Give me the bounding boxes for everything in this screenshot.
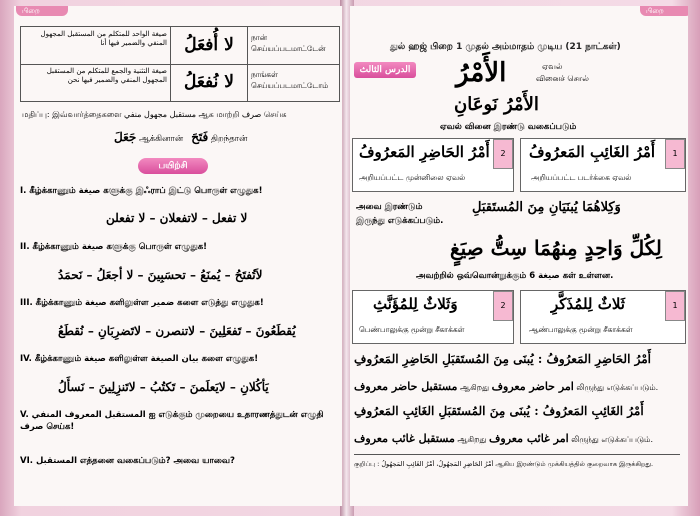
example-verb-tamil: திறந்தான் [211, 134, 248, 144]
answer-line-2: لاَتُفتَحُ – يُمنَعُ – تحسَبِينَ – لا أجعَلُ – نَحمَدُ [58, 268, 263, 282]
gender-box [352, 290, 514, 344]
instruction-arabic-2: صرف [241, 110, 262, 119]
type-arabic: أَمْرُ الحَاضِرِ المَعرُوفُ [359, 143, 490, 161]
example-verb-arabic: جَعَلَ [114, 130, 137, 144]
question-5: V. المستقبل المعروف المنفي ஐ எடுக்கும் முறையை உதாரணத்துடன் எழுதி صرف செய்க! [20, 410, 324, 432]
table-cell-tamil: நான் செய்யப்படமாட்டேன் [251, 33, 326, 53]
rule-present-tamil [354, 380, 658, 393]
left-page-header: பிறை [16, 6, 68, 16]
lesson-label-text: الدرس الثالث [359, 65, 411, 75]
gender-tamil: ஆண்பாலுக்கு மூன்று சீகாக்கள் [529, 325, 633, 334]
question-1: I. கீழ்க்காணும் صيغة களுக்கு இஃராப் இட்டு பொருள் எழுதுக! [20, 186, 263, 196]
rule-absent-arabic: أَمْرُ الغَائِبِ المَعرُوفُ : يُبنَى مِنَ المُستَقبَلِ الغَائِبِ المَعرُوفِ [354, 404, 644, 418]
footnote: குறிப்பு : أَمْرُ الحَاضِرِ المَجهُولُ، أَمْرُ الغَائِبِ المَجهُولُ ஆகிய இரண்டும் முக்கியத்தில் குறைவாக இருக்கிறது. [354, 460, 654, 468]
answer-line-3: يُقطَعُونَ – تَفعَلِينَ – لاتنصرن – لاتَضرِبَانِ – نُقطَعُ [58, 324, 296, 338]
conjugation-table [20, 26, 340, 102]
gender-arabic: وَثَلاثٌ لِلمُؤَنَّثِ [373, 295, 458, 313]
rule-mid-text: ஆகிறது [460, 383, 490, 392]
derived-line-tamil: இருந்து எடுக்கப்படும். [356, 216, 444, 226]
right-page [350, 6, 688, 506]
question-4: IV. கீழ்க்காணும் صيغة களிலுள்ள بيان الصيغة களை எழுதுக! [20, 354, 259, 364]
type-tamil: அறியப்பட்ட முன்னிலை ஏவல் [359, 173, 466, 182]
table-row [21, 27, 339, 65]
table-cell-form: لا نُفعَلُ [171, 64, 248, 101]
question-6: VI. المستقبل எத்தனை வகைப்படும்? அவை யாவை? [20, 456, 235, 466]
answer-line-4: يَأكُلانِ – لايَعلَمنَ – تَكتُبُ – لاتَنزِلِينَ – نَسأَلُ [58, 380, 269, 394]
gender-tamil: பெண்பாலுக்கு மூன்று சீகாக்கள் [359, 325, 465, 334]
instruction-line [22, 110, 287, 120]
lesson-title-tamil: ஏவல் [542, 62, 563, 71]
table-row [21, 64, 339, 101]
instruction-arabic: مستقبل مجهول منفي [124, 110, 196, 119]
gender-number: 2 [493, 291, 513, 321]
instruction-text-end: செய்க [263, 110, 287, 119]
gender-box [520, 290, 686, 344]
six-forms-arabic: لِكُلِّ وَاحِدٍ مِنهُمَا سِتُّ صِيَغٍ [450, 236, 662, 260]
example-verb-arabic: فَتَحَ [191, 130, 209, 144]
rule-source-arabic: مستقبل حاضر معروف [354, 380, 458, 393]
left-page [14, 6, 343, 506]
schedule-line: துல் ஹஜ் பிறை 1 முதல் அம்மாதம் முடிய (21 நாட்கள்) [390, 42, 621, 52]
both-line-tamil: அவை இரண்டும் [356, 202, 423, 212]
lesson-title-arabic: الأَمْرُ [456, 58, 507, 88]
lesson-label [354, 62, 416, 78]
types-heading-tamil: ஏவல் வினை இரண்டு வகைப்படும் [440, 122, 577, 132]
answer-line-1: لا تفعل – لاتفعلان – لا تفعلن [106, 211, 248, 225]
table-cell-form: لا أُفعَلُ [171, 27, 248, 64]
lesson-subtitle-tamil: வினைச் சொல் [536, 74, 589, 83]
rule-end-text: லிருந்து எடுக்கப்படும். [571, 435, 654, 444]
instruction-text: மதிப்பு: இவ்வார்த்தைகளை [22, 110, 122, 119]
rule-absent-tamil [354, 432, 653, 445]
rule-target-arabic: امر غائب معروف [489, 432, 569, 445]
rule-target-arabic: امر حاضر معروف [491, 380, 574, 393]
table-cell-note: صيغة التثنية والجمع للمتكلم من المستقبل المجهول المنفي والضمير فيها نحن [21, 64, 171, 101]
six-forms-tamil: அவற்றில் ஒவ்வொன்றுக்கும் 6 صيغة கள் உள்ளன. [416, 271, 614, 281]
type-box [352, 138, 514, 192]
gender-number: 1 [665, 291, 685, 321]
rule-mid-text: ஆகிறது [457, 435, 487, 444]
rule-source-arabic: مستقبل غائب معروف [354, 432, 455, 445]
rule-present-arabic: أَمْرُ الحَاضِرِ المَعرُوفُ : يُبنَى مِنَ المُستَقبَلِ الحَاضِرِ المَعرُوفِ [354, 352, 651, 366]
types-heading-arabic: الأَمْرُ نَوعَانِ [454, 94, 539, 115]
table-cell-note: صيغة الواحد للمتكلم من المستقبل المجهول المنفي والضمير فيها أنا [21, 27, 171, 64]
type-tamil: அறியப்பட்ட படர்க்கை ஏவல் [531, 173, 632, 182]
footnote-divider [354, 454, 680, 455]
both-line-arabic: وَكِلاهُمَا يُبنَيَانِ مِنَ المُستَقبَلِ [472, 200, 621, 215]
example-verbs [114, 130, 247, 145]
rule-end-text: லிருந்து எடுக்கப்படும். [576, 383, 659, 392]
gender-arabic: ثَلاثٌ لِلمُذَكَّرِ [551, 295, 625, 313]
example-verb-tamil: ஆக்கினான் [139, 134, 184, 144]
type-box [520, 138, 686, 192]
instruction-text-mid: ஆக மாற்றி [198, 110, 240, 119]
type-number: 2 [493, 139, 513, 169]
right-page-header: பிறை [640, 6, 688, 16]
type-arabic: أَمْرُ الغَائِبِ المَعرُوفُ [529, 143, 656, 161]
exercise-heading: பயிற்சி [138, 158, 208, 174]
table-cell-tamil: நாங்கள் செய்யப்படமாட்டோம் [251, 70, 329, 90]
type-number: 1 [665, 139, 685, 169]
question-3: III. கீழ்க்காணும் صيغة களிலுள்ள ضمير களை எடுத்து எழுதுக! [20, 298, 264, 308]
question-2: II. கீழ்க்காணும் صيغة களுக்கு பொருள் எழுதுக! [20, 242, 208, 252]
